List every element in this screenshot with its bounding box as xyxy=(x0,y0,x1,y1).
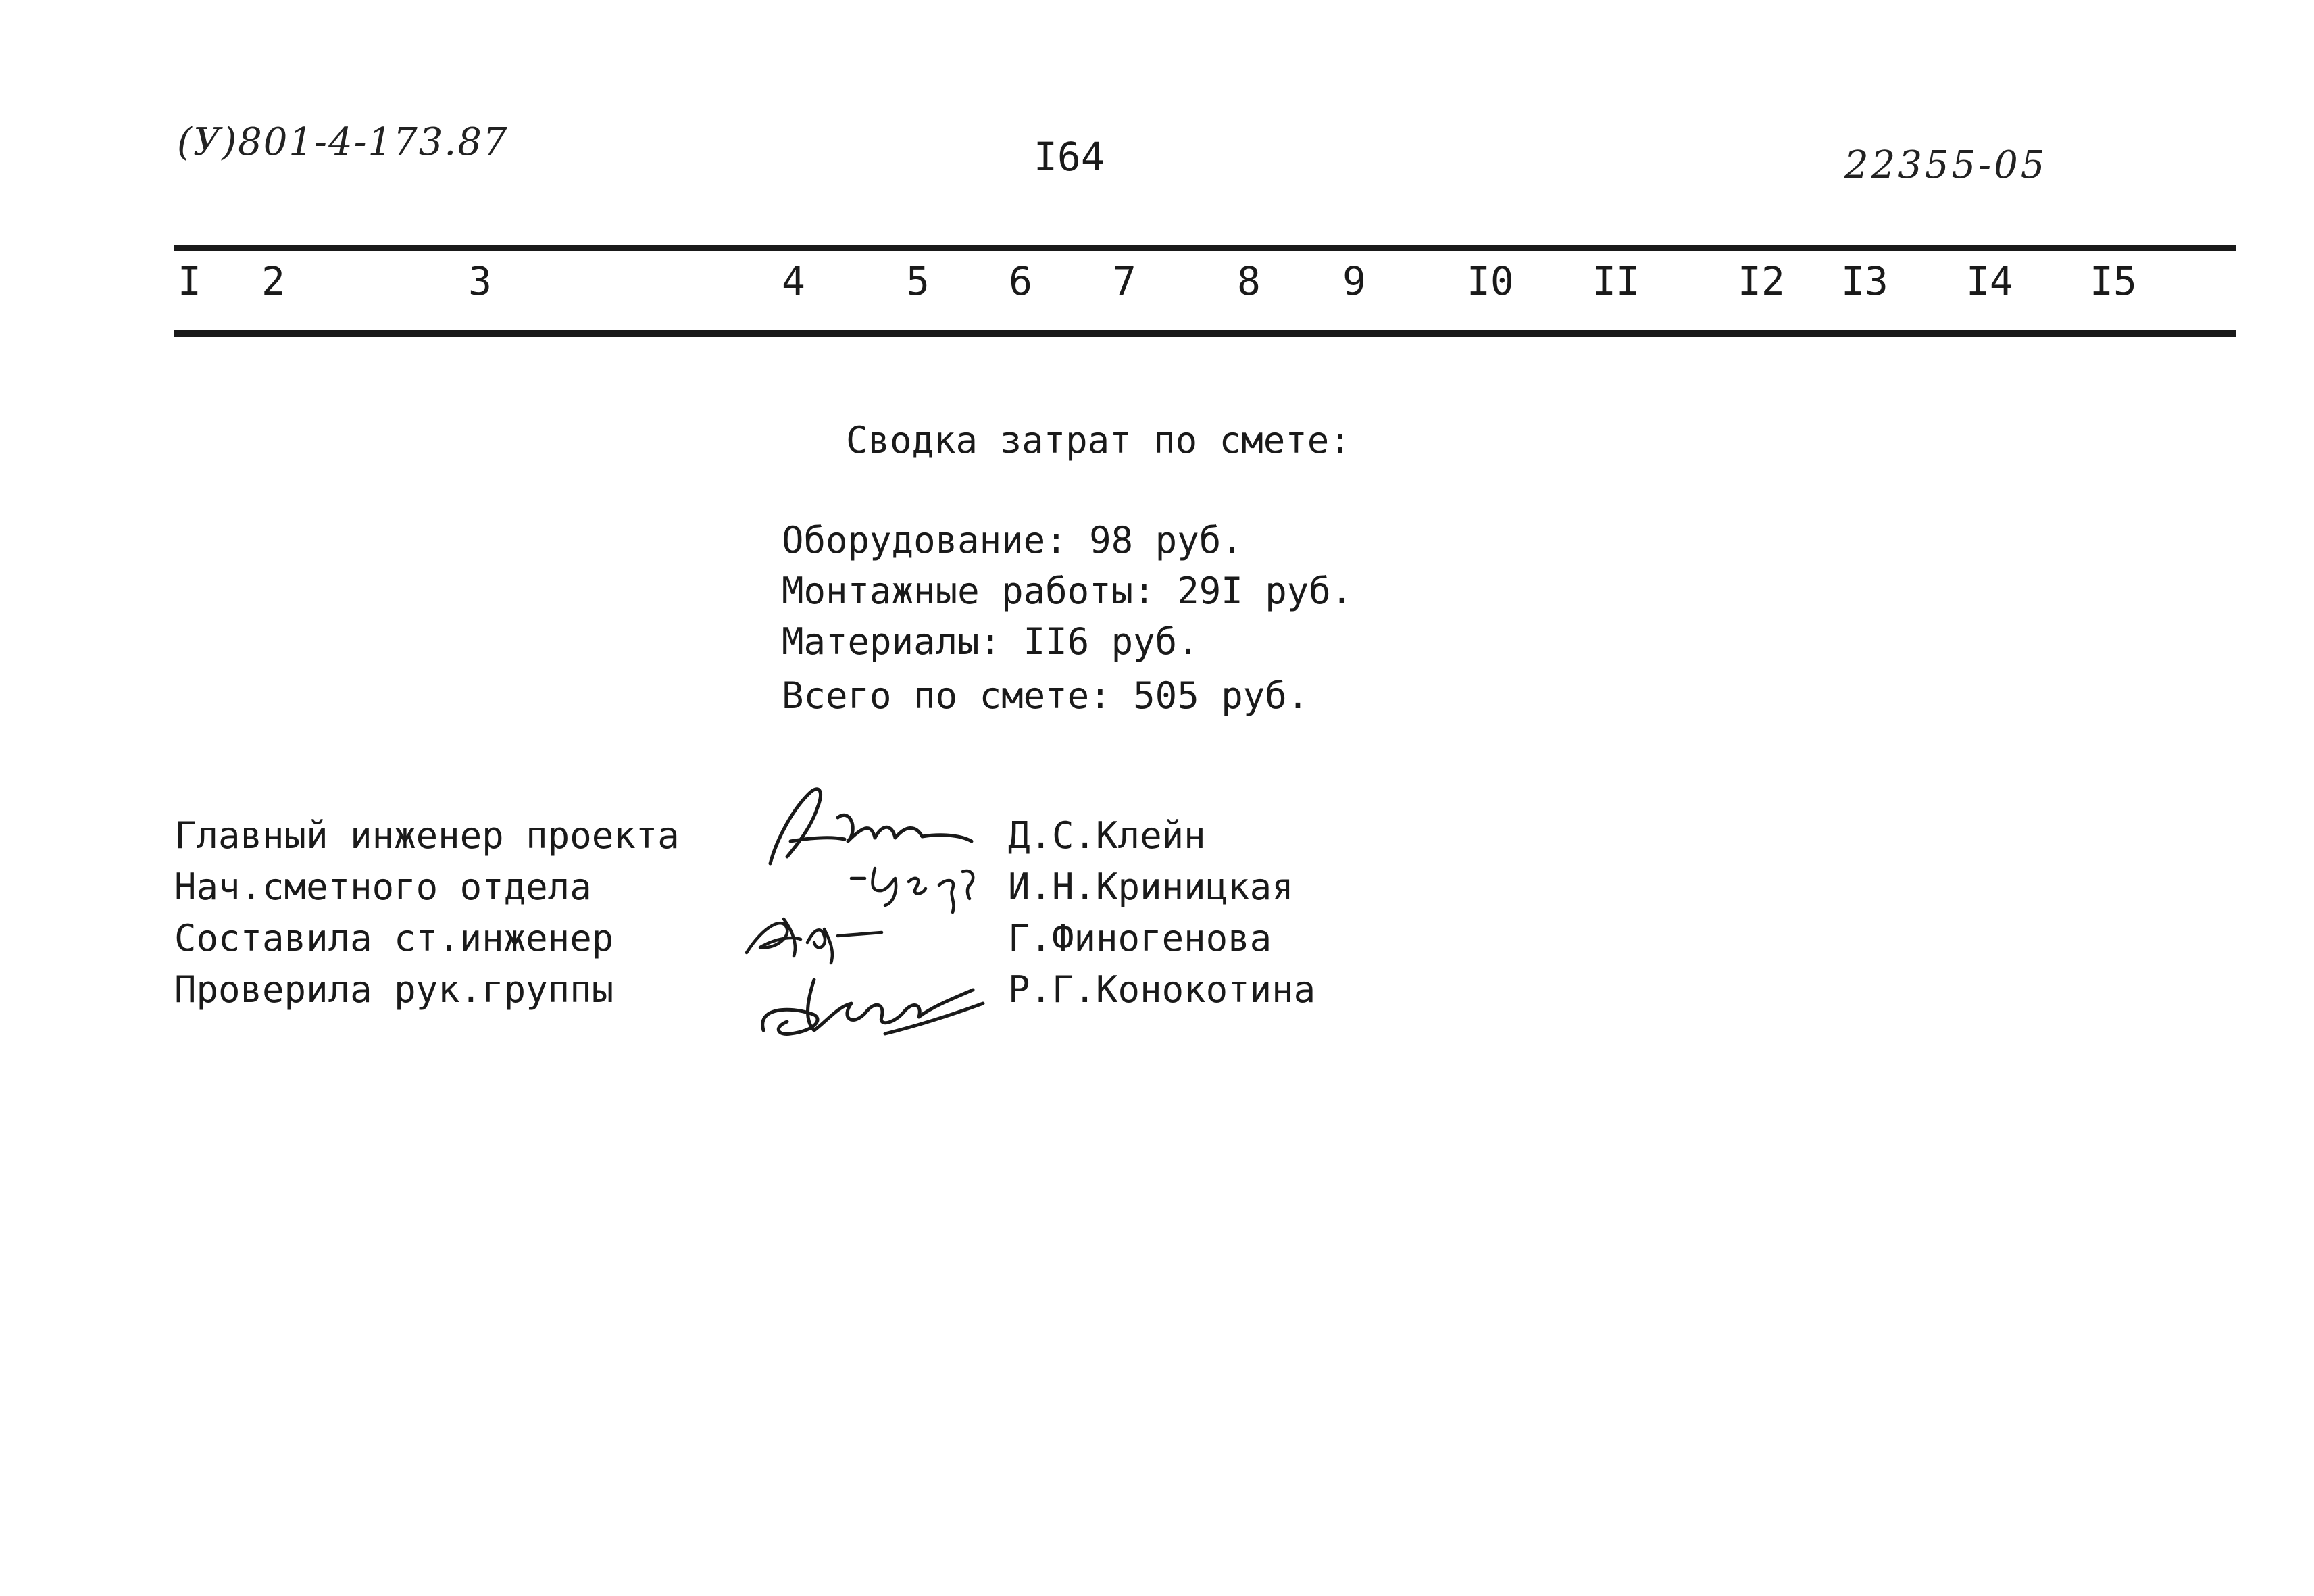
column-number: 5 xyxy=(906,258,930,304)
column-number: 2 xyxy=(261,258,285,304)
column-number: I xyxy=(178,258,201,304)
signatory-name: Г.Финогенова xyxy=(1008,917,1272,959)
column-number: 6 xyxy=(1009,258,1032,304)
summary-title: Сводка затрат по смете: xyxy=(846,419,1351,462)
signatory-role: Главный инженер проекта xyxy=(174,814,680,857)
handwritten-signature-4 xyxy=(750,966,993,1047)
table-top-rule xyxy=(174,245,2236,251)
column-number: I5 xyxy=(2090,258,2137,304)
summary-line-installation: Монтажные работы: 29I руб. xyxy=(782,570,1353,612)
signatory-role: Составила ст.инженер xyxy=(174,917,614,959)
page-number: I64 xyxy=(1034,134,1105,180)
signatory-name: Р.Г.Конокотина xyxy=(1008,968,1316,1011)
signatory-role: Нач.сметного отдела xyxy=(174,866,592,908)
document-code: (У)801-4-173.87 xyxy=(177,120,509,164)
column-number: 3 xyxy=(468,258,492,304)
column-number: 7 xyxy=(1113,258,1136,304)
archive-number: 22355-05 xyxy=(1844,143,2048,187)
column-number: II xyxy=(1592,258,1640,304)
column-number: I0 xyxy=(1467,258,1514,304)
summary-line-total: Всего по смете: 505 руб. xyxy=(782,674,1309,717)
column-number: 8 xyxy=(1237,258,1261,304)
column-number: I4 xyxy=(1966,258,2013,304)
summary-line-materials: Материалы: II6 руб. xyxy=(782,620,1199,663)
signatory-role: Проверила рук.группы xyxy=(174,968,614,1011)
summary-line-equipment: Оборудование: 98 руб. xyxy=(782,519,1243,562)
handwritten-signature-1 xyxy=(757,777,980,878)
table-bottom-rule xyxy=(174,330,2236,337)
signatory-name: И.Н.Криницкая xyxy=(1008,866,1294,908)
column-number: I3 xyxy=(1841,258,1888,304)
handwritten-signature-3 xyxy=(736,905,892,966)
column-number: I2 xyxy=(1738,258,1785,304)
column-number: 4 xyxy=(782,258,805,304)
signatory-name: Д.С.Клейн xyxy=(1008,814,1206,857)
column-number: 9 xyxy=(1342,258,1366,304)
